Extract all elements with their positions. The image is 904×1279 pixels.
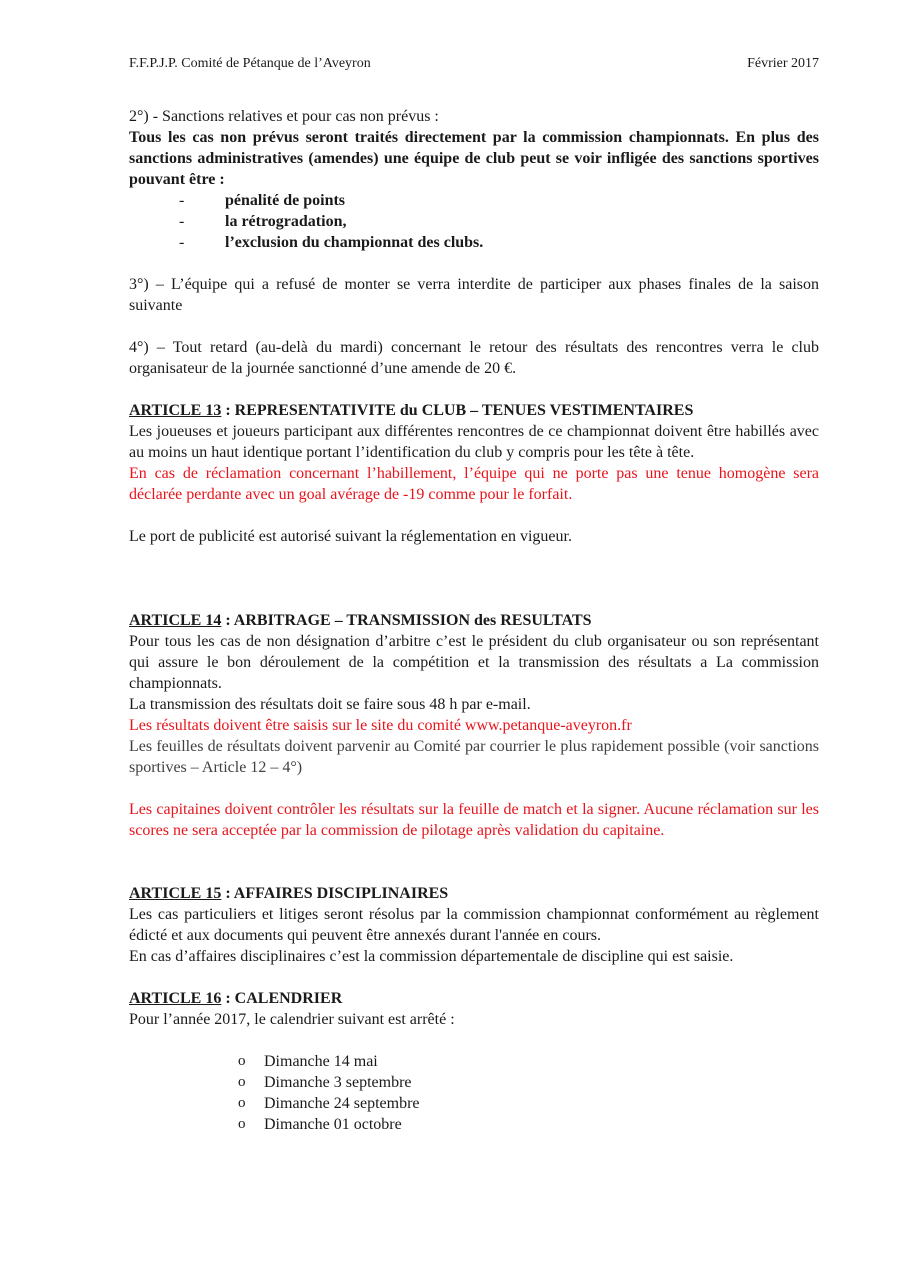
- document-body: [129, 106, 819, 1135]
- list-item: o Dimanche 14 mai: [238, 1053, 378, 1070]
- list-item: - pénalité de points: [179, 192, 346, 209]
- article-13-p2: En cas de réclamation concernant l’habillement, l’équipe qui ne porte pas une tenue homogène sera déclarée perdante avec un goal avérage de -19 comme pour le forfait.: [129, 465, 819, 503]
- list-item: o Dimanche 01 octobre: [238, 1116, 402, 1133]
- list-item: - la rétrogradation,: [179, 213, 347, 230]
- list-item: - l’exclusion du championnat des clubs.: [179, 234, 484, 251]
- section-3-text: 3°) – L’équipe qui a refusé de monter se verra interdite de participer aux phases finales de la saison suivante: [129, 276, 819, 314]
- article-15-p1: Les cas particuliers et litiges seront résolus par la commission championnat conformément au règlement édicté et aux documents qui peuvent être annexés durant l'année en cours.: [129, 906, 819, 944]
- header-organization: F.F.P.J.P. Comité de Pétanque de l’Aveyron: [129, 56, 371, 71]
- article-13-title: ARTICLE 13 : REPRESENTATIVITE du CLUB – TENUES VESTIMENTAIRES: [129, 402, 694, 419]
- article-13-p1: Les joueuses et joueurs participant aux différentes rencontres de ce championnat doivent être habillés avec au moins un haut identique portant l’identification du club y compris pour les tête à tête.: [129, 423, 819, 461]
- calendar-list: [129, 1051, 819, 1135]
- article-14-p5: Les capitaines doivent contrôler les résultats sur la feuille de match et la signer. Aucune réclamation sur les scores ne sera acceptée par la commission de pilotage après validation du capitaine.: [129, 801, 819, 839]
- sanctions-list: [129, 190, 819, 253]
- article-14-p4: Les feuilles de résultats doivent parvenir au Comité par courrier le plus rapidement possible (voir sanctions sportives – Article 12 – 4°): [129, 738, 819, 776]
- article-15-p2: En cas d’affaires disciplinaires c’est la commission départementale de discipline qui est saisie.: [129, 948, 734, 965]
- article-14-p2: La transmission des résultats doit se faire sous 48 h par e-mail.: [129, 696, 531, 713]
- article-15-title: ARTICLE 15 : AFFAIRES DISCIPLINAIRES: [129, 885, 449, 902]
- list-item: o Dimanche 24 septembre: [238, 1095, 420, 1112]
- article-14-p1: Pour tous les cas de non désignation d’arbitre c’est le président du club organisateur ou son représentant qui assure le bon déroulement de la compétition et la transmission des résultats a La commission championnats.: [129, 633, 819, 692]
- page-header: [129, 56, 819, 72]
- article-16-title: ARTICLE 16 : CALENDRIER: [129, 990, 343, 1007]
- section-4-text: 4°) – Tout retard (au-delà du mardi) concernant le retour des résultats des rencontres verra le club organisateur de la journée sanctionné d’une amende de 20 €.: [129, 339, 819, 377]
- list-item: o Dimanche 3 septembre: [238, 1074, 412, 1091]
- article-13-p3: Le port de publicité est autorisé suivant la réglementation en vigueur.: [129, 528, 572, 545]
- section-2-heading: 2°) - Sanctions relatives et pour cas non prévus :: [129, 108, 439, 125]
- article-16-p1: Pour l’année 2017, le calendrier suivant est arrêté :: [129, 1011, 455, 1028]
- article-14-p3: Les résultats doivent être saisis sur le site du comité www.petanque-aveyron.fr: [129, 717, 632, 734]
- header-date: Février 2017: [747, 56, 819, 71]
- article-14-title: ARTICLE 14 : ARBITRAGE – TRANSMISSION des RESULTATS: [129, 612, 592, 629]
- section-2-body: Tous les cas non prévus seront traités directement par la commission championnats. En plus des sanctions administratives (amendes) une équipe de club peut se voir infligée des sanctions sportives pouvant être :: [129, 129, 819, 188]
